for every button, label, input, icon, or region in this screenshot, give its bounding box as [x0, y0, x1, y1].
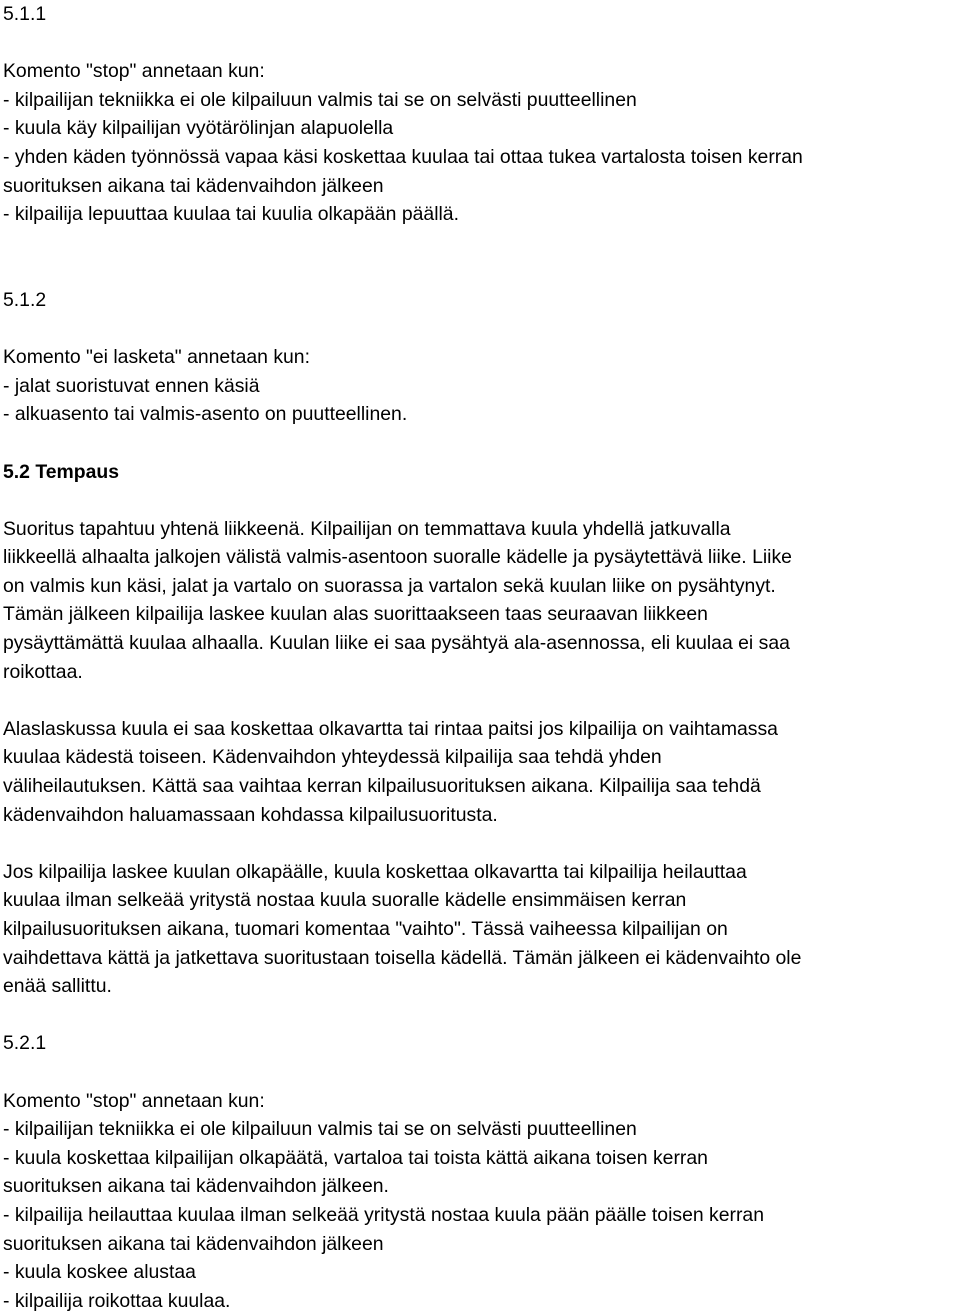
spacer [3, 229, 960, 258]
text-line: - kuula koskettaa kilpailijan olkapäätä, vartaloa tai toista kättä aikana toisen kerran [3, 1146, 708, 1169]
spacer [3, 1001, 960, 1030]
section-5-1-2 [3, 286, 960, 429]
section-number: 5.2.1 [3, 1032, 47, 1055]
text-line: liikkeellä alhaalta jalkojen välistä valmis-asentoon suoralle kädelle ja pysäytettävä liike. Liike [3, 546, 792, 569]
spacer [3, 686, 960, 715]
text-line: - alkuasento tai valmis-asento on puutteellinen. [3, 403, 408, 426]
text-line: - kuula koskee alustaa [3, 1261, 196, 1284]
text-line: väliheilautuksen. Kättä saa vaihtaa kerran kilpailusuorituksen aikana. Kilpailija saa tehdä [3, 775, 761, 798]
section-number: 5.1.1 [3, 3, 47, 25]
text-line: Alaslaskussa kuula ei saa koskettaa olkavartta tai rintaa paitsi jos kilpailija on vaihtamassa [3, 717, 778, 740]
text-line: - kilpailijan tekniikka ei ole kilpailuun valmis tai se on selvästi puutteellinen [3, 1118, 637, 1141]
text-line: vaihdettava kättä ja jatkettava suoritustaan toisella kädellä. Tämän jälkeen ei kädenvaihto ole [3, 946, 802, 969]
text-line: roikottaa. [3, 660, 83, 683]
text-line: - kilpailija roikottaa kuulaa. [3, 1289, 231, 1312]
section-5-2-1 [3, 1029, 960, 1315]
text-line: on valmis kun käsi, jalat ja vartalo on suorassa ja vartalon sekä kuulan liike on pysähtynyt. [3, 574, 776, 597]
paragraph [3, 515, 960, 687]
text-line: suorituksen aikana tai kädenvaihdon jälkeen [3, 174, 384, 197]
spacer [3, 829, 960, 858]
paragraph [3, 858, 960, 1001]
text-line: - kilpailijan tekniikka ei ole kilpailuun valmis tai se on selvästi puutteellinen [3, 88, 637, 111]
text-line: - kilpailija lepuuttaa kuulaa tai kuulia olkapään päällä. [3, 203, 459, 226]
text-line: Komento "ei lasketa" annetaan kun: [3, 346, 310, 369]
section-heading: 5.2 Tempaus [3, 460, 120, 483]
section-number: 5.1.2 [3, 288, 47, 311]
section-5-2 [3, 458, 960, 1001]
text-line: - yhden käden työnnössä vapaa käsi koskettaa kuulaa tai ottaa tukea vartalosta toisen kerran [3, 145, 803, 168]
text-line: Komento "stop" annetaan kun: [3, 60, 265, 83]
text-line: kuulaa kädestä toiseen. Kädenvaihdon yhteydessä kilpailija saa tehdä yhden [3, 746, 662, 769]
text-line: kilpailusuorituksen aikana, tuomari komentaa "vaihto". Tässä vaiheessa kilpailijan on [3, 918, 728, 940]
spacer [3, 486, 960, 515]
spacer [3, 429, 960, 458]
text-line: - jalat suoristuvat ennen käsiä [3, 374, 260, 397]
text-line: suorituksen aikana tai kädenvaihdon jälkeen [3, 1232, 384, 1255]
spacer [3, 29, 960, 58]
paragraph [3, 715, 960, 829]
spacer [3, 1058, 960, 1087]
text-line: - kuula käy kilpailijan vyötärölinjan alapuolella [3, 117, 394, 140]
text-line: - kilpailija heilauttaa kuulaa ilman selkeää yritystä nostaa kuula pään päälle toisen kerran [3, 1203, 764, 1226]
text-line: Komento "stop" annetaan kun: [3, 1089, 265, 1112]
text-line: enää sallittu. [3, 975, 112, 998]
text-line: Suoritus tapahtuu yhtenä liikkeenä. Kilpailijan on temmattava kuula yhdellä jatkuvalla [3, 517, 731, 540]
spacer [3, 315, 960, 344]
text-line: pysäyttämättä kuulaa alhaalla. Kuulan liike ei saa pysähtyä ala-asennossa, eli kuulaa ei saa [3, 632, 790, 655]
document-page [3, 0, 960, 1315]
text-line: kuulaa ilman selkeää yritystä nostaa kuula suoralle kädelle ensimmäisen kerran [3, 889, 687, 912]
text-line: Tämän jälkeen kilpailija laskee kuulan alas suorittaakseen taas seuraavan liikkeen [3, 603, 708, 626]
section-5-1-1 [3, 0, 960, 229]
text-line: suorituksen aikana tai kädenvaihdon jälkeen. [3, 1175, 389, 1198]
text-line: Jos kilpailija laskee kuulan olkapäälle, kuula koskettaa olkavartta tai kilpailija heilauttaa [3, 860, 747, 883]
spacer [3, 257, 960, 286]
text-line: kädenvaihdon haluamassaan kohdassa kilpailusuoritusta. [3, 803, 498, 826]
